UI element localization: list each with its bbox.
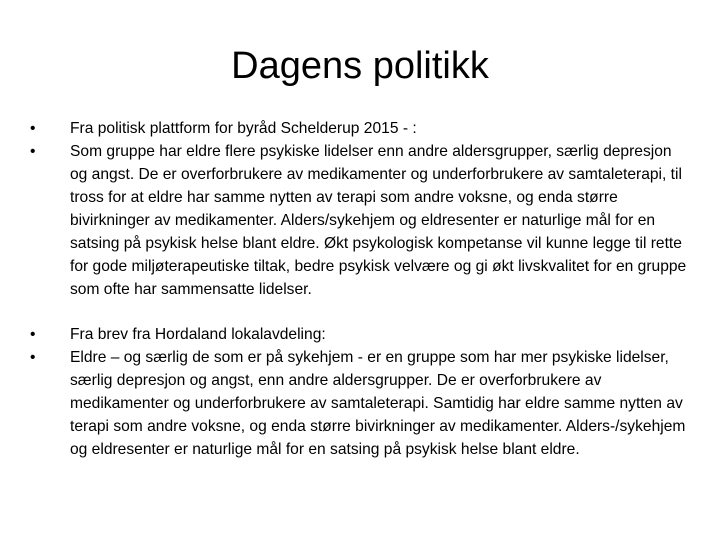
- bullet-icon: •: [30, 143, 36, 160]
- bullet-item: [30, 323, 690, 346]
- bullet-item: [30, 117, 690, 140]
- bullet-item: [30, 346, 690, 461]
- bullet-text: Som gruppe har eldre flere psykiske lidelser enn andre aldersgrupper, særlig depresjon og angst. De er overforbrukere av medikamenter og underforbrukere av samtaleterapi, til tross for at eldre har samme nytten av terapi som andre voksne, og enda større bivirkninger av medikamenter. Alders/sykehjem og eldresenter er naturlige mål for en satsing på psykisk helse blant eldre. Økt psykologisk kompetanse vil kunne legge til rette for gode miljøterapeutiske tiltak, bedre psykisk velvære og gi økt livskvalitet for en gruppe som ofte har sammensatte lidelser.: [70, 143, 687, 298]
- bullet-icon: •: [30, 326, 36, 343]
- bullet-icon: •: [30, 120, 36, 137]
- bullet-item: [30, 140, 690, 301]
- slide-title: Dagens politikk: [231, 45, 489, 87]
- bullet-text: Fra brev fra Hordaland lokalavdeling:: [70, 326, 326, 343]
- bullet-icon: •: [30, 349, 36, 366]
- bullet-list: [30, 117, 690, 461]
- bullet-text: Fra politisk plattform for byråd Schelderup 2015 - :: [70, 120, 417, 137]
- bullet-text: Eldre – og særlig de som er på sykehjem - er en gruppe som har mer psykiske lidelser, særlig depresjon og angst, enn andre aldersgrupper. De er overforbrukere av medikamenter og underforbrukere av samtaleterapi. Samtidig har eldre samme nytten av terapi som andre voksne, og enda større bivirkninger av medikamenter. Alders-/sykehjem og eldresenter er naturlige mål for en satsing på psykisk helse blant eldre.: [70, 349, 686, 458]
